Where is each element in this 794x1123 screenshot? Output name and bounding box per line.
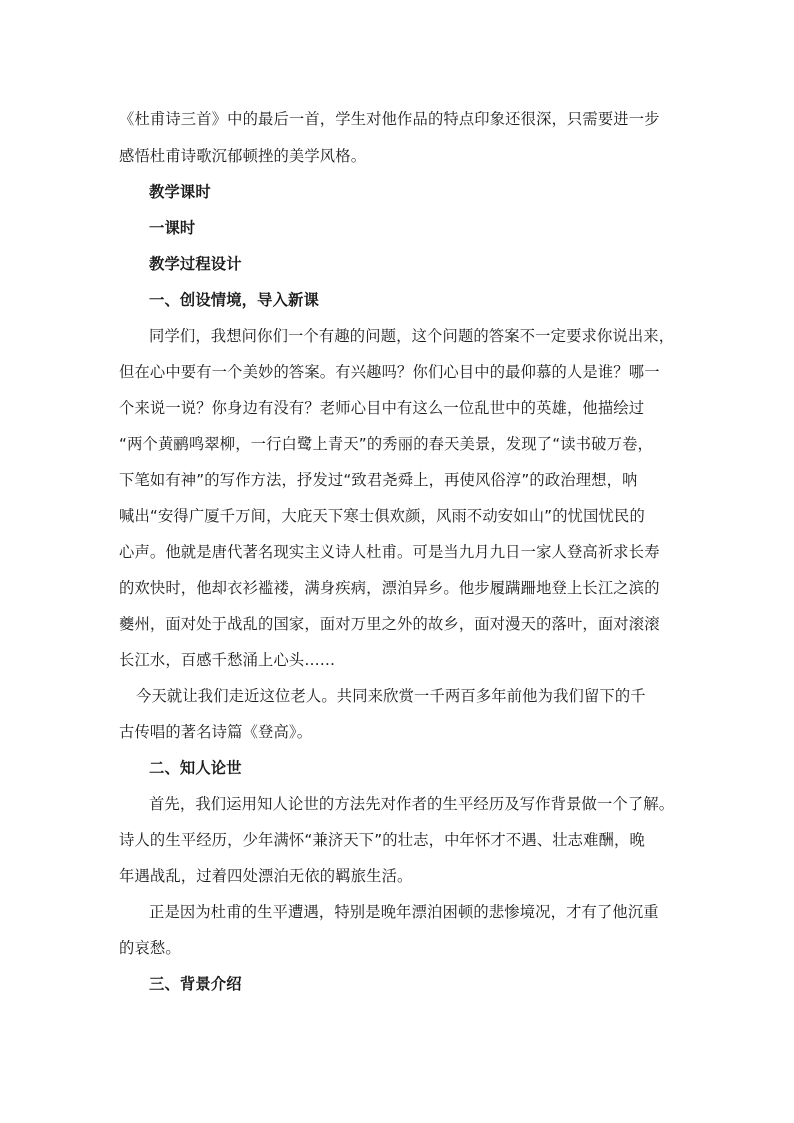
paragraph-line: 诗人的生平经历，少年满怀“兼济天下”的壮志，中年怀才不遇、壮志难酬，晚 (119, 831, 645, 849)
paragraph-line: 心声。他就是唐代著名现实主义诗人杜甫。可是当九月九日一家人登高祈求长寿 (119, 543, 660, 561)
paragraph-line: 首先，我们运用知人论世的方法先对作者的生平经历及写作背景做一个了解。 (149, 795, 675, 813)
paragraph-line: 古传唱的著名诗篇《登高》。 (119, 723, 313, 741)
paragraph-line: 今天就让我们走近这位老人。共同来欣赏一千两百多年前他为我们留下的千 (136, 687, 646, 705)
paragraph-line: “两个黄鹂鸣翠柳，一行白鹭上青天”的秀丽的春天美景，发现了“读书破万卷， (119, 435, 653, 453)
section1-heading: 一、创设情境，导入新课 (149, 291, 319, 309)
section2-heading: 二、知人论世 (149, 759, 242, 777)
paragraph-line: 夔州，面对处于战乱的国家，面对万里之外的故乡，面对漫天的落叶，面对滚滚 (119, 615, 660, 633)
paragraph-line: 长江水，百感千愁涌上心头…… (119, 651, 336, 669)
paragraph-line: 但在心中要有一个美妙的答案。有兴趣吗？你们心目中的最仰慕的人是谁？哪一 (119, 363, 660, 381)
section3-heading: 三、背景介绍 (149, 975, 242, 993)
heading-process: 教学过程设计 (149, 255, 242, 273)
paragraph-line: 年遇战乱，过着四处漂泊无依的羁旅生活。 (119, 867, 413, 885)
paragraph-line: 下笔如有神”的写作方法，抒发过“致君尧舜上，再使风俗淳”的政治理想，呐 (119, 471, 638, 489)
paragraph-line: 正是因为杜甫的生平遭遇，特别是晚年漂泊困顿的悲惨境况，才有了他沉重 (149, 903, 659, 921)
intro-line: 感悟杜甫诗歌沉郁顿挫的美学风格。 (119, 147, 367, 165)
paragraph-line: 同学们，我想问你们一个有趣的问题，这个问题的答案不一定要求你说出来， (149, 327, 675, 345)
intro-line: 《杜甫诗三首》中的最后一首，学生对他作品的特点印象还很深，只需要进一步 (119, 110, 660, 128)
paragraph-line: 喊出“安得广厦千万间，大庇天下寒士俱欢颜，风雨不动安如山”的忧国忧民的 (119, 507, 645, 525)
paragraph-line: 的欢快时，他却衣衫褴褛，满身疾病，漂泊异乡。他步履蹒跚地登上长江之滨的 (119, 579, 660, 597)
heading-class-hours: 教学课时 (149, 183, 211, 201)
paragraph-line: 的哀愁。 (119, 939, 181, 957)
paragraph-line: 个来说一说？你身边有没有？老师心目中有这么一位乱世中的英雄，他描绘过 (119, 399, 645, 417)
class-hours-value: 一课时 (149, 219, 196, 237)
